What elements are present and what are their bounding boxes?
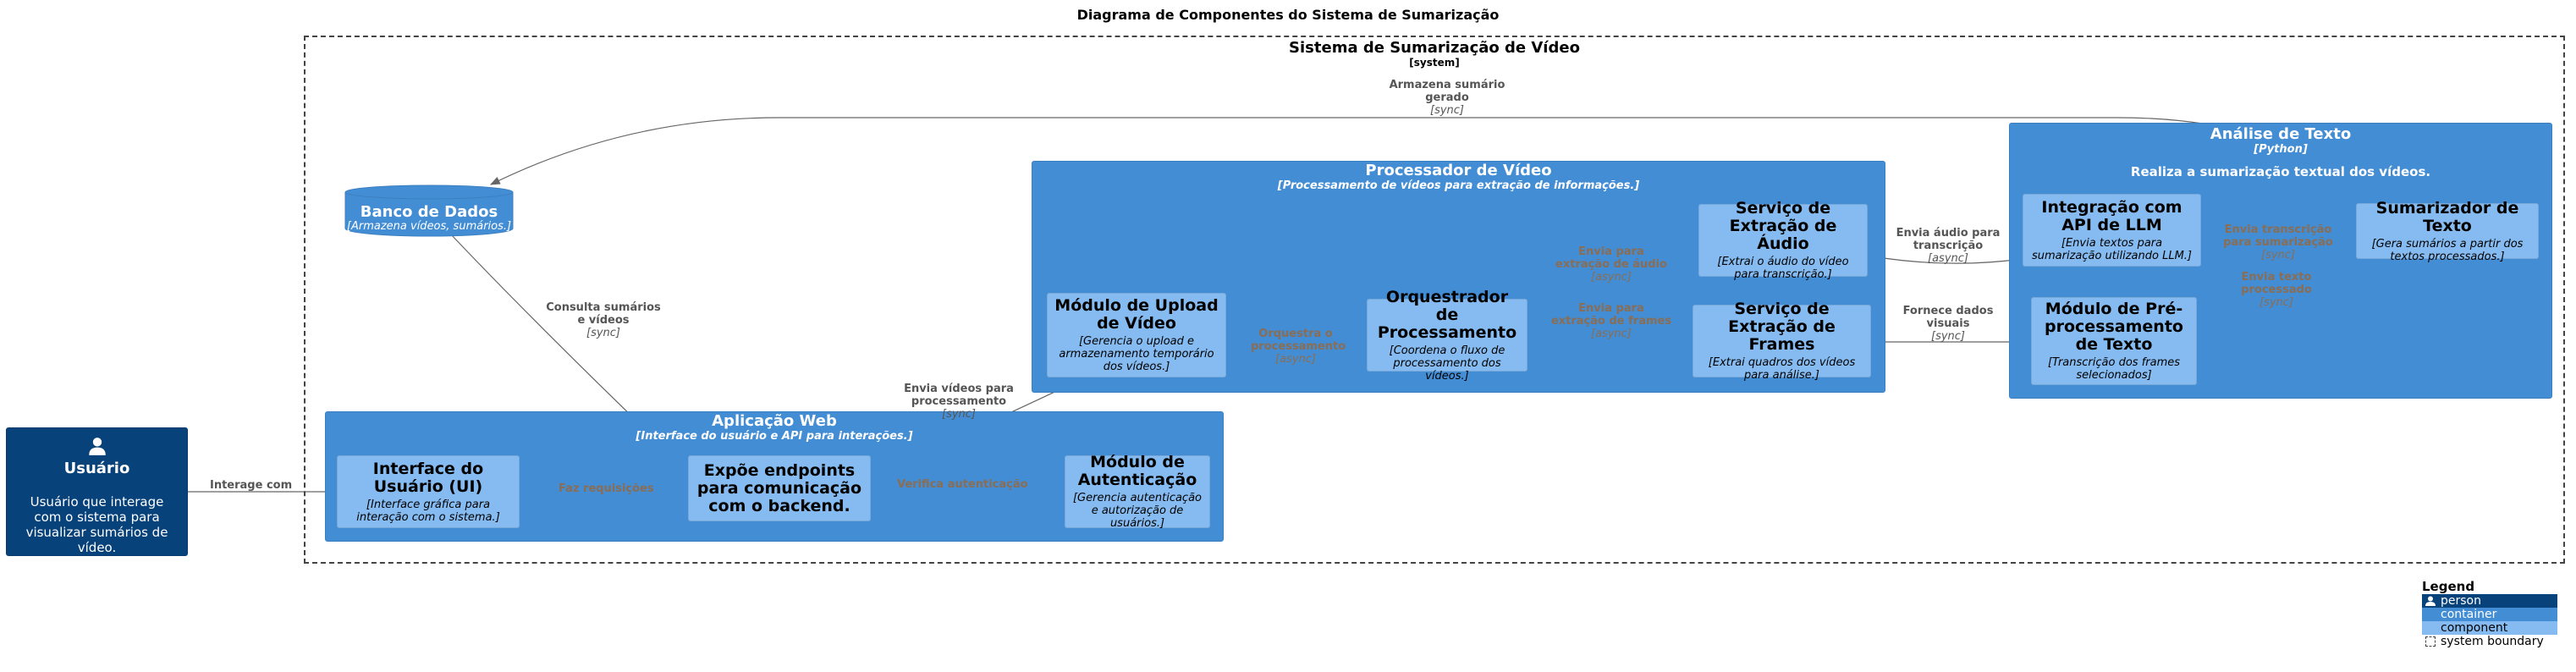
component-title: Módulo de Pré-processamento de Texto <box>2045 300 2183 354</box>
relation-label: Envia transcrição para sumarização [sync] <box>2223 223 2333 262</box>
relation-label: Envia áudio para transcrição [async] <box>1896 227 2001 265</box>
container-description: Realiza a sumarização textual dos vídeos. <box>2130 164 2431 179</box>
system-name: Sistema de Sumarização de Vídeo <box>1289 39 1580 57</box>
relation-label: Verifica autenticação <box>897 478 1028 491</box>
component-orquestrador[interactable] <box>1367 287 1527 383</box>
component-description: [Extrai quadros dos vídeos para análise.] <box>1708 356 1856 382</box>
component-modulo-autenticacao[interactable] <box>1065 455 1210 528</box>
relation-label: Consulta sumários e vídeos [sync] <box>546 301 661 339</box>
person-icon <box>80 437 114 456</box>
container-tech: [Processamento de vídeos para extração de informações.] <box>1277 179 1640 192</box>
component-extracao-frames[interactable] <box>1693 300 1871 382</box>
person-name: Usuário <box>63 460 130 477</box>
component-title: Orquestrador de Processamento <box>1377 287 1517 342</box>
component-description: [Gera sumários a partir dos textos processados.] <box>2371 237 2524 263</box>
relation-label: Interage com <box>210 479 293 492</box>
component-title: Integração com API de LLM <box>2041 197 2182 234</box>
component-title: Módulo de Autenticação <box>1077 453 1197 489</box>
component-sumarizador[interactable] <box>2356 198 2539 263</box>
component-description: [Extrai o áudio do vídeo para transcrição.] <box>1717 256 1849 281</box>
container-tech: [Interface do usuário e API para interações.] <box>636 430 913 443</box>
component-title: Serviço de Extração de Áudio <box>1729 199 1837 253</box>
database-banco-de-dados[interactable] <box>344 185 514 237</box>
relation-label: Orquestra o processamento [async] <box>1251 328 1346 366</box>
system-type: [system] <box>1409 57 1460 69</box>
dashed-box-icon <box>2425 636 2436 647</box>
component-title: Módulo de Upload de Vídeo <box>1054 296 1219 333</box>
container-title: Aplicação Web <box>712 412 837 430</box>
relation-label: Envia para extração de áudio [async] <box>1555 245 1667 284</box>
relation-label: Fornece dados visuais [sync] <box>1902 305 1994 343</box>
component-title: Expõe endpoints para comunicação com o backend. <box>696 460 862 515</box>
component-description: [Coordena o fluxo de processamento dos vídeos.] <box>1389 344 1505 383</box>
component-interface-usuario[interactable] <box>337 455 520 528</box>
legend-item-component: component <box>2422 621 2557 635</box>
database-name: Banco de Dados <box>360 203 498 221</box>
legend-item-container: container <box>2422 608 2557 621</box>
component-description: [Gerencia o upload e armazenamento temporário dos vídeos.] <box>1059 335 1214 373</box>
legend-title: Legend <box>2422 579 2475 594</box>
component-title: Serviço de Extração de Frames <box>1728 300 1836 354</box>
container-title: Análise de Texto <box>2210 125 2352 143</box>
person-description: Usuário que interage com o sistema para visualizar sumários de vídeo. <box>25 494 168 555</box>
component-description: [Transcrição dos frames selecionados] <box>2047 356 2181 382</box>
relation-label: Armazena sumário gerado [sync] <box>1389 79 1505 117</box>
legend-item-person: person <box>2422 594 2557 608</box>
component-description: [Interface gráfica para interação com o sistema.] <box>356 498 500 524</box>
component-pre-processamento[interactable] <box>2031 297 2197 385</box>
component-api-endpoints[interactable] <box>688 455 871 521</box>
relation-label: Faz requisições <box>559 482 654 495</box>
person-usuario[interactable] <box>6 427 188 556</box>
relation-label: Envia vídeos para processamento [sync] <box>904 383 1014 421</box>
diagram-title: Diagrama de Componentes do Sistema de Sumarização <box>1076 7 1500 23</box>
container-title: Processador de Vídeo <box>1365 162 1552 179</box>
component-extracao-audio[interactable] <box>1698 199 1868 281</box>
component-integracao-llm[interactable] <box>2023 194 2201 267</box>
relation-label: Envia texto processado [sync] <box>2241 271 2312 309</box>
component-title: Interface do Usuário (UI) <box>372 459 484 496</box>
legend-item-system-boundary: system boundary <box>2422 635 2557 648</box>
component-description: [Gerencia autenticação e autorização de usuários.] <box>1072 492 1202 530</box>
component-upload-video[interactable] <box>1047 293 1226 377</box>
legend <box>2422 579 2557 648</box>
database-description: [Armazena vídeos, sumários.] <box>346 220 512 233</box>
component-title: Sumarizador de Texto <box>2375 198 2519 235</box>
person-icon <box>2425 596 2436 606</box>
relation-label: Envia para extração de frames [async] <box>1550 302 1672 340</box>
component-description: [Envia textos para sumarização utilizando LLM.] <box>2031 236 2193 262</box>
container-tech: [Python] <box>2254 143 2308 156</box>
